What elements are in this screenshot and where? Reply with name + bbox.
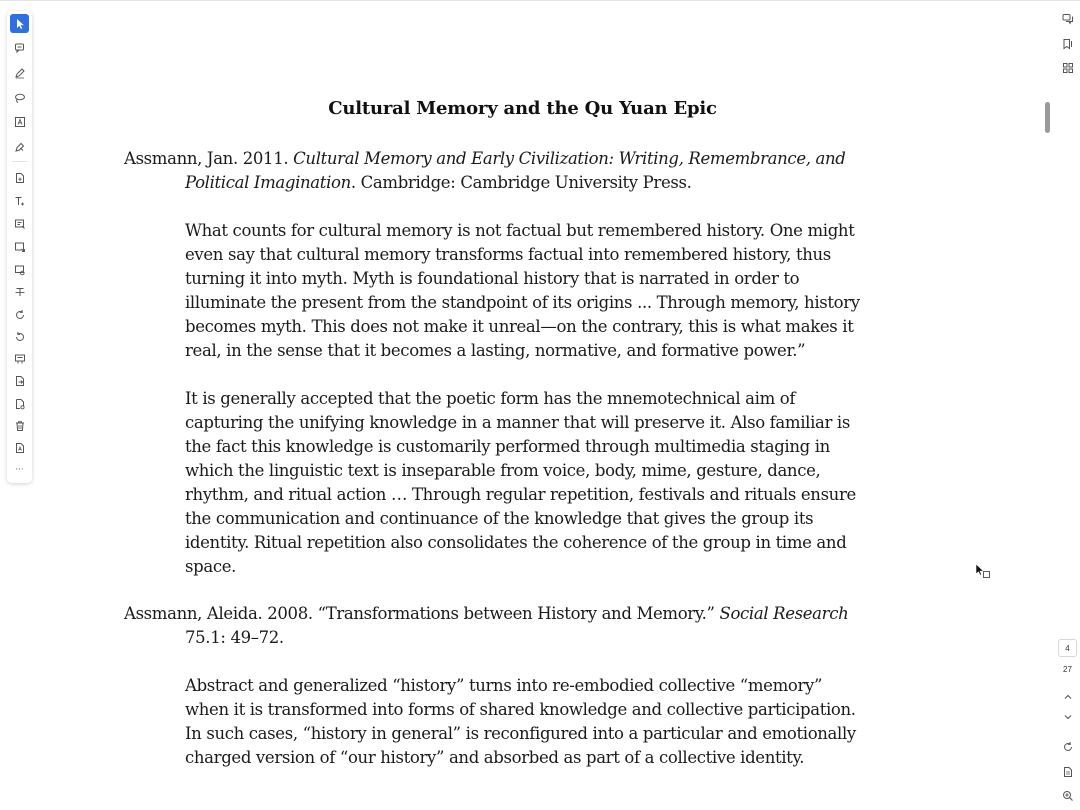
quote-line: illuminate the present from the standpoint of its origins ... Through memory, history xyxy=(185,293,860,312)
mouse-cursor-icon xyxy=(975,563,991,581)
ref-journal: Social Research xyxy=(719,604,849,623)
ref-details: 75.1: 49–72. xyxy=(185,628,284,647)
quote-line: capturing the unifying knowledge in a manner that will preserve it. Also familiar is xyxy=(185,413,850,432)
quote-line: It is generally accepted that the poetic form has the mnemotechnical aim of xyxy=(185,389,796,408)
reference-entry xyxy=(124,602,975,650)
current-page-input[interactable]: 4 xyxy=(1058,639,1077,657)
ref-work-title: Cultural Memory and Early Civilization: Writing, Remembrance, and xyxy=(293,149,846,168)
right-sidebar xyxy=(1055,1,1080,810)
block-quote xyxy=(185,387,920,579)
refresh-icon[interactable] xyxy=(1058,737,1077,756)
quote-line: real, in the sense that it becomes a lasting, normative, and formative power.” xyxy=(185,341,806,360)
quote-line: which the linguistic text is inseparable from voice, body, mime, gesture, dance, xyxy=(185,461,821,480)
zoom-in-icon[interactable] xyxy=(1058,786,1077,805)
quote-line: What counts for cultural memory is not factual but remembered history. One might xyxy=(185,221,855,240)
scrollbar-thumb[interactable] xyxy=(1045,102,1050,133)
more-label: ··· xyxy=(15,465,24,475)
block-quote xyxy=(185,219,920,363)
quote-line: Abstract and generalized “history” turns into re-embodied collective “memory” xyxy=(185,676,823,695)
quote-line: charged version of “our history” and absorbed as part of a collective identity. xyxy=(185,748,805,767)
document-page xyxy=(0,1,1040,810)
quote-line: when it is transformed into forms of shared knowledge and collective participation. xyxy=(185,700,856,719)
quote-line: turning it into myth. Myth is foundational history that is narrated in order to xyxy=(185,269,800,288)
total-pages: 27 xyxy=(1063,665,1072,674)
quote-line: the communication and continuance of the knowledge that gives the group its xyxy=(185,509,814,528)
ref-work-title-cont: Political Imagination xyxy=(185,173,351,192)
ref-author-year: Assmann, Jan. 2011. xyxy=(124,149,294,168)
block-quote xyxy=(185,674,920,770)
comments-panel-icon[interactable] xyxy=(1058,9,1077,28)
quote-line: the fact this knowledge is customarily performed through multimedia staging in xyxy=(185,437,830,456)
ref-author-year: Assmann, Aleida. 2008. “Transformations between History and Memory.” xyxy=(124,604,720,623)
quote-line: becomes myth. This does not make it unreal—on the contrary, this is what makes it xyxy=(185,317,854,336)
quote-line: rhythm, and ritual action … Through regular repetition, festivals and rituals ensure xyxy=(185,485,856,504)
reference-entry xyxy=(124,147,975,195)
ref-publisher: . Cambridge: Cambridge University Press. xyxy=(350,173,692,192)
previous-page-icon[interactable] xyxy=(1058,687,1077,706)
page-title: Cultural Memory and the Qu Yuan Epic xyxy=(328,98,717,119)
next-page-icon[interactable] xyxy=(1058,707,1077,726)
thumbnails-panel-icon[interactable] xyxy=(1058,58,1077,77)
bookmark-panel-icon[interactable] xyxy=(1058,34,1077,53)
quote-line: space. xyxy=(185,557,237,576)
quote-line: identity. Ritual repetition also consolidates the coherence of the group in time and xyxy=(185,533,847,552)
quote-line: In such cases, “history in general” is reconfigured into a particular and emotionally xyxy=(185,724,856,743)
quote-line: even say that cultural memory transforms factual into remembered history, thus xyxy=(185,245,831,264)
fit-page-icon[interactable] xyxy=(1058,762,1077,781)
